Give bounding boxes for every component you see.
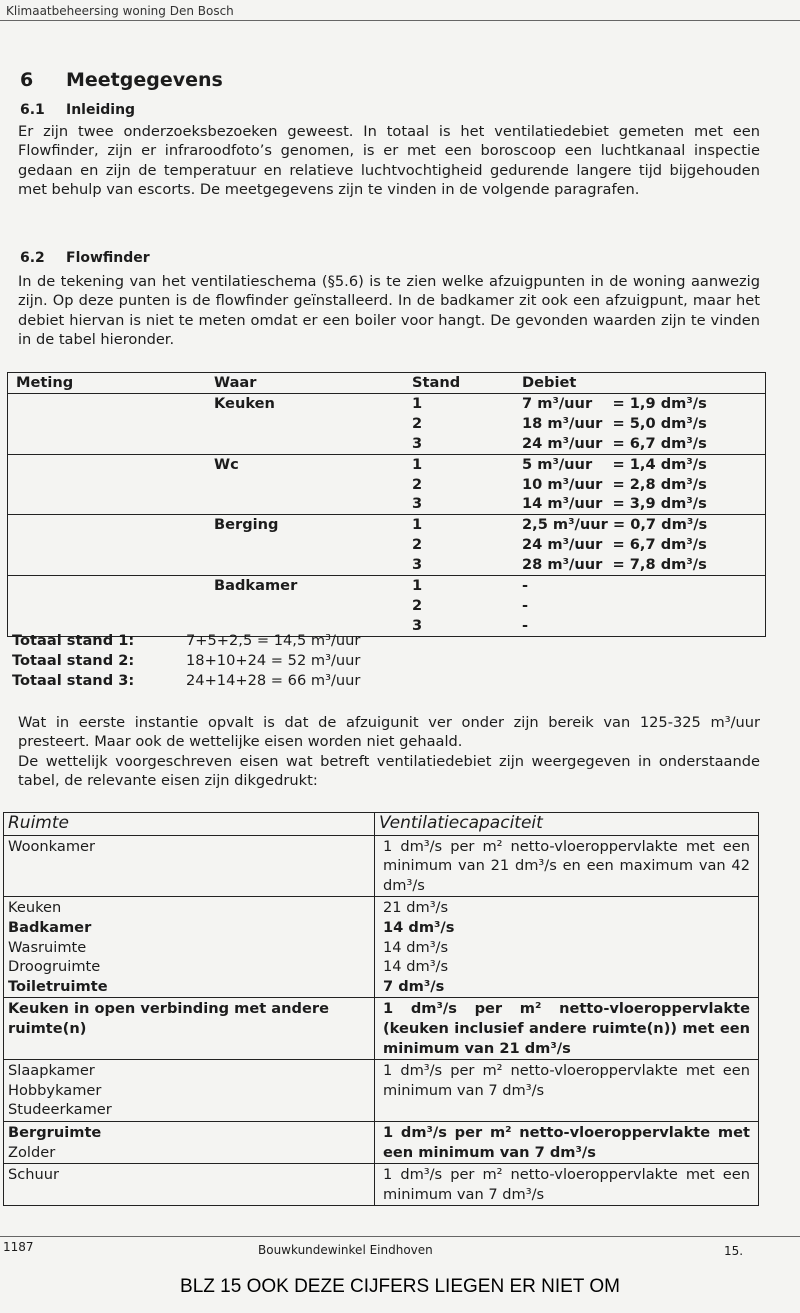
- room-label: Hobbykamer: [8, 1081, 102, 1099]
- table-header-row: [4, 813, 759, 836]
- flowfinder-text: In de tekening van het ventilatieschema (§5.6) is te zien welke afzuigpunten in de woning aanwezig zijn. Op deze punten is de flowfinder geïnstalleerd. In de badkamer zit ook een afzuigpunt, maar het debiet hiervan is niet te meten omdat er een boiler voor hangt. De gevonden waarden zijn te vinden in de tabel hieronder.: [18, 273, 760, 349]
- room-label: Keuken: [8, 899, 62, 917]
- cell-debiet: 28 m³/uur = 7,8 dm³/s: [522, 556, 707, 574]
- table-row: [8, 393, 766, 413]
- cell-ruimte: Keuken in open verbinding met andere ruimte(n): [4, 998, 375, 1060]
- table-row: [4, 897, 759, 998]
- analysis-paragraph: [18, 713, 760, 791]
- cell-ruimte: Schuur: [4, 1164, 375, 1206]
- total-line: [12, 651, 360, 671]
- cell-debiet: 7 m³/uur = 1,9 dm³/s: [522, 394, 707, 412]
- cell-stand: 3: [412, 556, 423, 574]
- cell-stand: 2: [412, 475, 423, 493]
- flowfinder-table: [7, 372, 766, 637]
- chapter-number: 6: [20, 69, 34, 91]
- room-label: Droogruimte: [8, 958, 101, 976]
- analysis-text-1: Wat in eerste instantie opvalt is dat de afzuigunit ver onder zijn bereik van 125-325 m³/uur presteert. Maar ook de wettelijke eisen worden niet gehaald.: [18, 714, 760, 751]
- cell-capaciteit: 1 dm³/s per m² netto-vloeroppervlakte (keuken inclusief andere ruimte(n)) met een minimum van 21 dm³/s: [375, 998, 759, 1060]
- cell-ruimte: Woonkamer: [4, 835, 375, 897]
- cell-debiet: 2,5 m³/uur = 0,7 dm³/s: [514, 515, 766, 535]
- cell-debiet: 14 m³/uur = 3,9 dm³/s: [522, 495, 707, 513]
- room-label: Studeerkamer: [8, 1101, 112, 1119]
- cell-debiet: 18 m³/uur = 5,0 dm³/s: [522, 414, 707, 432]
- cell-debiet: -: [522, 596, 529, 614]
- cell-capaciteit: 1 dm³/s per m² netto-vloeroppervlakte met een minimum van 21 dm³/s en een maximum van 42 dm³/s: [375, 835, 759, 897]
- flowfinder-paragraph: [18, 272, 760, 350]
- cell-ruimte: [4, 1121, 375, 1163]
- cell-debiet: 24 m³/uur = 6,7 dm³/s: [522, 536, 707, 554]
- requirements-table: [3, 812, 759, 1206]
- col-meting: Meting: [8, 373, 207, 394]
- table-row: [8, 576, 766, 596]
- col-waar: Waar: [206, 373, 404, 394]
- col-debiet: Debiet: [514, 373, 766, 394]
- table-row: [4, 998, 759, 1060]
- footer-rule: [0, 1236, 800, 1237]
- capacity-value: 14 dm³/s: [383, 938, 449, 956]
- table-row: [8, 515, 766, 535]
- table-row: [4, 1121, 759, 1163]
- total-label: Totaal stand 3:: [12, 672, 135, 689]
- cell-debiet: 10 m³/uur = 2,8 dm³/s: [522, 475, 707, 493]
- cell-stand: 1: [412, 394, 423, 412]
- capacity-value: 7 dm³/s: [383, 977, 445, 995]
- intro-paragraph: [18, 122, 760, 200]
- cell-debiet: 5 m³/uur = 1,4 dm³/s: [514, 454, 766, 474]
- total-value: 7+5+2,5 = 14,5 m³/uur: [186, 632, 361, 649]
- total-label: Totaal stand 2:: [12, 652, 135, 669]
- total-value: 18+10+24 = 52 m³/uur: [186, 652, 361, 669]
- header-rule: [0, 20, 800, 21]
- section-title: Flowfinder: [66, 250, 150, 266]
- capacity-value: 14 dm³/s: [383, 918, 455, 936]
- cell-stand: 3: [412, 616, 423, 634]
- room-label: Bergruimte: [8, 1123, 102, 1141]
- section-number: 6.1: [20, 102, 45, 118]
- cell-waar: Keuken: [214, 394, 275, 412]
- total-line: [12, 631, 360, 651]
- cell-debiet: 24 m³/uur = 6,7 dm³/s: [522, 434, 707, 452]
- cell-capaciteit: 1 dm³/s per m² netto-vloeroppervlakte met een minimum van 7 dm³/s: [375, 1060, 759, 1122]
- table-row: [8, 454, 766, 474]
- table-row: [8, 596, 766, 616]
- footer-center: Bouwkundewinkel Eindhoven: [258, 1243, 433, 1257]
- section-heading-6-2: [20, 250, 150, 266]
- running-header: Klimaatbeheersing woning Den Bosch: [6, 4, 234, 18]
- cell-stand: 1: [404, 576, 514, 596]
- table-header-row: [8, 373, 766, 394]
- section-number: 6.2: [20, 250, 45, 266]
- table-row: [8, 535, 766, 555]
- table-row: [8, 434, 766, 454]
- chapter-heading: [20, 69, 223, 91]
- cell-capaciteit: 1 dm³/s per m² netto-vloeroppervlakte met een minimum van 7 dm³/s: [375, 1121, 759, 1163]
- room-label: Badkamer: [8, 918, 92, 936]
- section-heading-6-1: [20, 102, 135, 118]
- total-line: [12, 671, 360, 691]
- cell-waar: Berging: [206, 515, 404, 535]
- cell-debiet: -: [522, 616, 529, 634]
- cell-capaciteit: 1 dm³/s per m² netto-vloeroppervlakte met een minimum van 7 dm³/s: [375, 1164, 759, 1206]
- table-row: [8, 555, 766, 575]
- room-label: Toiletruimte: [8, 977, 108, 995]
- total-label: Totaal stand 1:: [12, 632, 135, 649]
- table-row: [4, 835, 759, 897]
- analysis-text-2: De wettelijk voorgeschreven eisen wat betreft ventilatiedebiet zijn weergegeven in onderstaande tabel, de relevante eisen zijn dikgedrukt:: [18, 752, 760, 790]
- cell-debiet: -: [514, 576, 766, 596]
- table-row: [8, 414, 766, 434]
- intro-text: Er zijn twee onderzoeksbezoeken geweest. In totaal is het ventilatiedebiet gemeten met een Flowfinder, zijn er infraroodfoto’s genomen, is er met een boroscoop een luchtkanaal inspectie gedaan en zijn de temperatuur en relatieve luchtvochtigheid gedurende langere tijd bijgehouden met behulp van escorts. De meetgegevens zijn te vinden in de volgende paragrafen.: [18, 123, 760, 199]
- table-row: [8, 494, 766, 514]
- cell-stand: 1: [404, 515, 514, 535]
- footer-left: 1187: [3, 1240, 34, 1254]
- cell-stand: 1: [404, 454, 514, 474]
- chapter-title: Meetgegevens: [66, 69, 223, 91]
- cell-stand: 3: [412, 434, 423, 452]
- table-row: [4, 1060, 759, 1122]
- cell-capaciteit: [375, 897, 759, 998]
- caption: BLZ 15 OOK DEZE CIJFERS LIEGEN ER NIET OM: [180, 1276, 620, 1297]
- room-label: Slaapkamer: [8, 1062, 95, 1080]
- room-label: Zolder: [8, 1143, 56, 1161]
- cell-waar: Badkamer: [206, 576, 404, 596]
- cell-waar: Wc: [206, 454, 404, 474]
- capacity-value: 14 dm³/s: [383, 958, 449, 976]
- total-value: 24+14+28 = 66 m³/uur: [186, 672, 361, 689]
- col-stand: Stand: [404, 373, 514, 394]
- table-row: [8, 475, 766, 495]
- cell-stand: 2: [412, 536, 423, 554]
- totals-block: [12, 631, 360, 691]
- section-title: Inleiding: [66, 102, 136, 118]
- cell-ruimte: [4, 1060, 375, 1122]
- table-row: [4, 1164, 759, 1206]
- cell-ruimte: [4, 897, 375, 998]
- page-number: 15.: [724, 1244, 744, 1258]
- cell-stand: 2: [412, 414, 423, 432]
- room-label: Wasruimte: [8, 938, 87, 956]
- col-ventilatiecapaciteit: Ventilatiecapaciteit: [375, 813, 759, 836]
- col-ruimte: Ruimte: [4, 813, 375, 836]
- cell-stand: 2: [412, 596, 423, 614]
- capacity-value: 21 dm³/s: [383, 899, 449, 917]
- cell-stand: 3: [412, 495, 423, 513]
